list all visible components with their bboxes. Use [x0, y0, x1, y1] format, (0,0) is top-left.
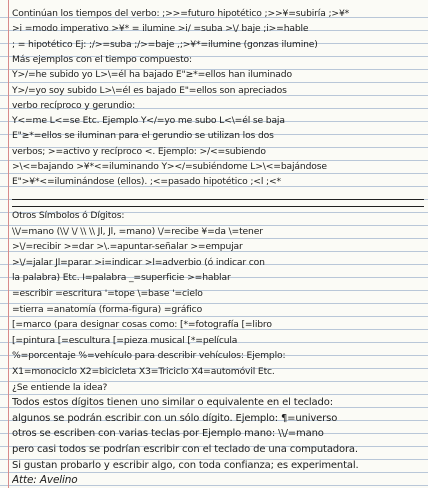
text-line: Continúan los tiempos del verbo: ;>>=futuro hipotético ;>>¥=subiría ;>¥* — [12, 8, 350, 19]
text-line: \\/=mano (\\/ \/ \\ \\ Jl, Jl, =mano) \/=recibe ¥=da \=tener — [12, 225, 263, 237]
text-line: [=pintura [=escultura [=pieza musical [*=película — [12, 334, 238, 346]
text-line: %=porcentaje %=vehículo para describir vehículos: Ejemplo: — [12, 350, 286, 362]
text-line: >\/=recibir >=dar >\.=apuntar-señalar >=empujar — [12, 241, 243, 253]
text-line: ¿Se entiende la idea? — [12, 381, 108, 393]
text-line: verbo recíproco y gerundio: — [12, 99, 136, 111]
text-line: Todos estos dígitos tienen uno similar o equivalente en el teclado: — [12, 397, 333, 409]
text-line: otros se escriben con varias teclas por Ejemplo mano: \\/=mano — [12, 428, 324, 440]
text-line: =tierra =anatomía (forma-figura) =gráfico — [12, 303, 203, 315]
text-line: >\/=jalar Jl=parar >i=indicar >l=adverbio (ó indicar con — [12, 256, 265, 268]
text-line: Y>/=he subido yo L>\=él ha bajado E"≥*=ellos han iluminado — [12, 69, 292, 81]
signature: Atte: Avelino — [12, 475, 78, 487]
section-divider — [12, 199, 424, 207]
text-line: pero casi todos se podrían escribir con el teclado de una computadora. — [12, 444, 358, 455]
text-line: Y<=me L<=se Etc. Ejemplo Y</=yo me subo L<\=él se baja — [12, 115, 285, 127]
text-line: E"≥*=ellos se iluminan para el gerundio se utilizan los dos — [12, 130, 274, 142]
text-line: E">¥*<=iluminándose (ellos). ;<=pasado hipotético ;<l ;<* — [12, 176, 281, 188]
text-line: ; = hipotético Ej: ;/>=suba ;/>=baje ,;>¥*=ilumine (gonzas ilumine) — [12, 38, 318, 50]
text-line: X1=monociclo X2=bicicleta X3=Triciclo X4=automóvil Etc. — [12, 366, 275, 377]
text-line: =escribir =escritura '=tope \=base '=cielo — [12, 288, 203, 299]
text-line: >\<=bajando >¥*<=iluminando Y></=subiéndome L>\<=bajándose — [12, 161, 327, 172]
margin-line — [8, 0, 9, 488]
text-line: algunos se podrán escribir con un sólo dígito. Ejemplo: ¶=universo — [12, 412, 338, 424]
text-line: verbos; >=activo y recíproco <. Ejemplo: >/<=subiendo — [12, 145, 266, 157]
text-line: Si gustan probarlo y escribir algo, con toda confianza; es experimental. — [12, 459, 359, 471]
section-heading: Otros Símbolos ó Dígitos: — [12, 210, 125, 221]
text-line: >i =modo imperativo >¥* = ilumine >i/ =suba >\/ baje ;i>=hable — [12, 23, 309, 35]
text-line: Más ejemplos con el tiempo compuesto: — [12, 53, 192, 65]
text-line: [=marco (para designar cosas como: [*=fotografía [=libro — [12, 319, 272, 331]
text-line: Y>/=yo soy subido L>\=él es bajado E"=ellos son apreciados — [12, 84, 287, 96]
text-line: la palabra) Etc. I=palabra _=superficie >=hablar — [12, 272, 231, 284]
